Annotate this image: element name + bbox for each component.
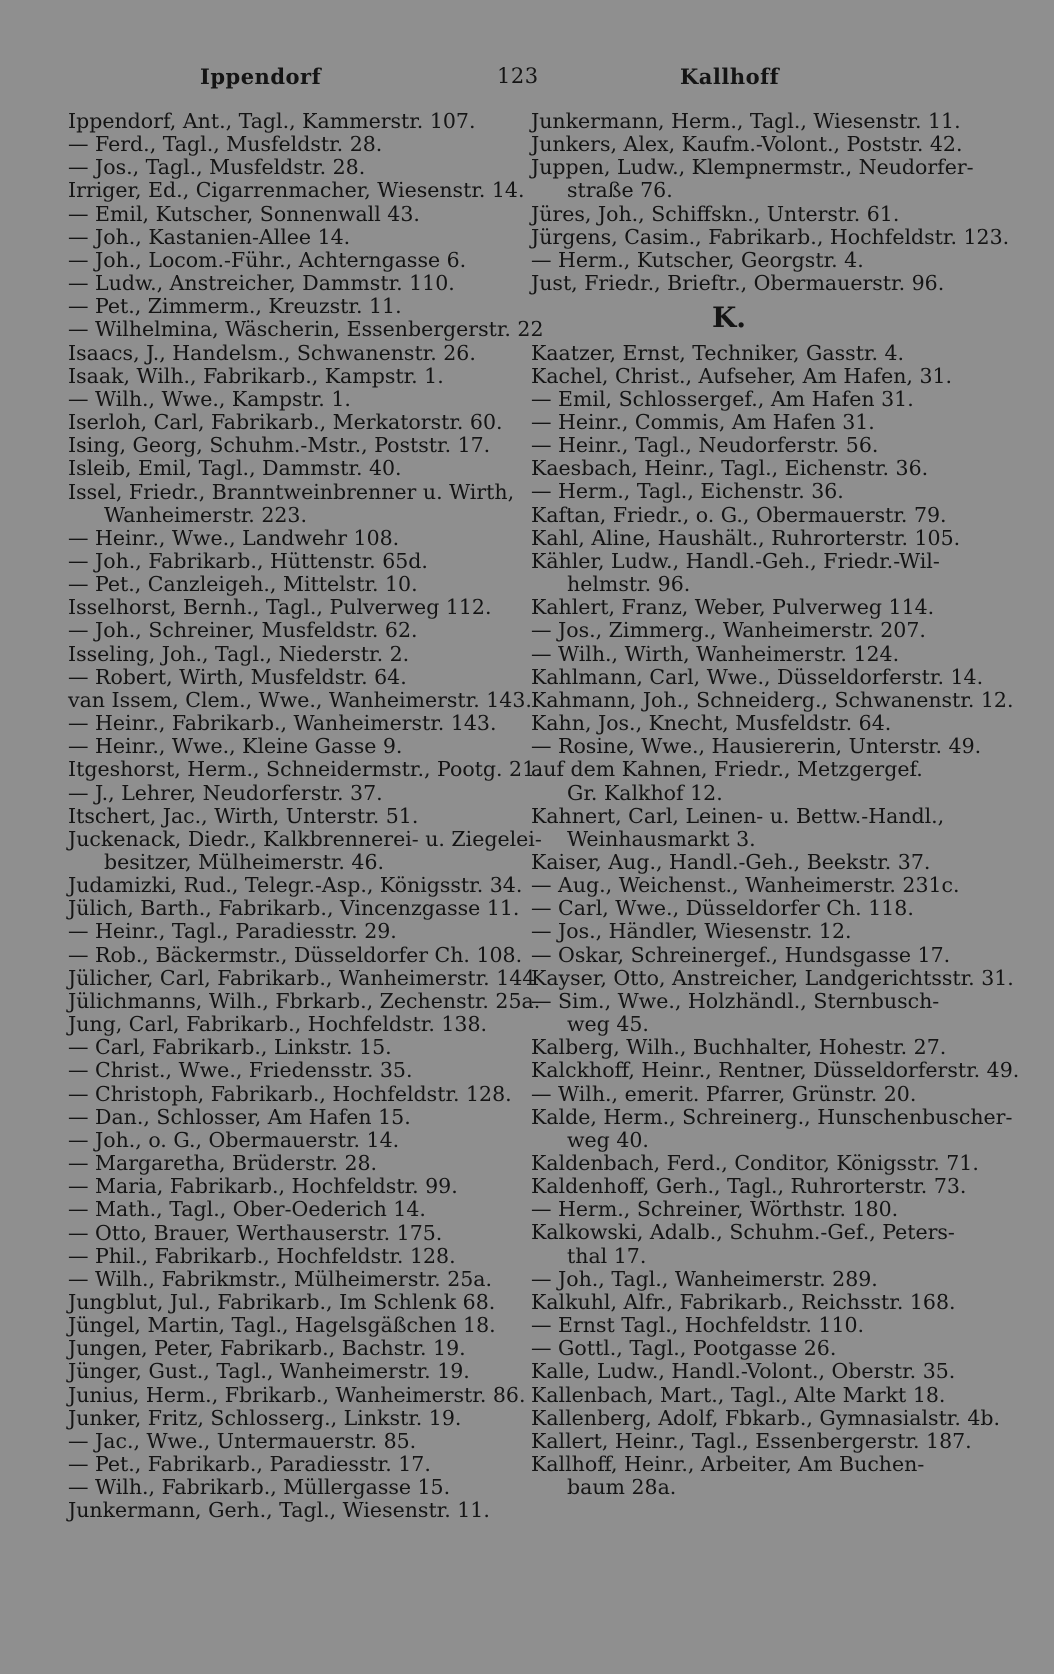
directory-entry: Kalberg, Wilh., Buchhalter, Hohestr. 27. (531, 1035, 947, 1060)
directory-entry: Kahl, Aline, Haushält., Ruhrorterstr. 105. (531, 525, 961, 550)
right-column (531, 109, 1020, 1500)
directory-entry: Kallenberg, Adolf, Fbkarb., Gymnasialstr. 4b. (531, 1405, 1001, 1430)
directory-entry: — Carl, Wwe., Düsseldorfer Ch. 118. (531, 896, 914, 921)
directory-entry: Juppen, Ludw., Klempnermstr., Neudorfer- (531, 155, 974, 180)
directory-entry: Jungen, Peter, Fabrikarb., Bachstr. 19. (68, 1336, 466, 1361)
directory-entry: Kalle, Ludw., Handl.-Volont., Oberstr. 35. (531, 1359, 956, 1384)
directory-entry: — Joh., Tagl., Wanheimerstr. 289. (531, 1266, 878, 1291)
directory-entry: Isseling, Joh., Tagl., Niederstr. 2. (68, 641, 410, 666)
directory-entry: Ippendorf, Ant., Tagl., Kammerstr. 107. (68, 109, 476, 133)
directory-entry: Junkermann, Gerh., Tagl., Wiesenstr. 11. (68, 1498, 490, 1523)
directory-entry: Kaiser, Aug., Handl.-Geh., Beekstr. 37. (531, 849, 931, 874)
directory-entry: Kalde, Herm., Schreinerg., Hunschenbuscher- (531, 1104, 1013, 1129)
directory-entry: Irriger, Ed., Cigarrenmacher, Wiesenstr. 14. (68, 178, 525, 203)
directory-entry: Jülicher, Carl, Fabrikarb., Wanheimerstr. 144 (68, 965, 536, 990)
directory-entry: — Math., Tagl., Ober-Oederich 14. (68, 1197, 426, 1222)
directory-entry: — Jos., Händler, Wiesenstr. 12. (531, 919, 852, 944)
directory-entry: baum 28a. (567, 1475, 677, 1500)
directory-entry: — Jos., Tagl., Musfeldstr. 28. (68, 155, 366, 180)
directory-entry: — Heinr., Wwe., Landwehr 108. (68, 525, 400, 550)
directory-entry: — Carl, Fabrikarb., Linkstr. 15. (68, 1035, 392, 1060)
left-column (68, 109, 544, 1523)
directory-entry: Itgeshorst, Herm., Schneidermstr., Pootg. 21. (68, 757, 542, 782)
directory-entry: — Emil, Schlossergef., Am Hafen 31. (531, 386, 914, 411)
directory-entry: Kahnert, Carl, Leinen- u. Bettw.-Handl., (531, 803, 945, 828)
directory-entry: — Joh., Schreiner, Musfeldstr. 62. (68, 618, 418, 643)
directory-entry: — Wilhelmina, Wäscherin, Essenbergerstr. 22 (68, 317, 544, 342)
directory-entry: — Phil., Fabrikarb., Hochfeldstr. 128. (68, 1243, 456, 1268)
directory-entry: Kaesbach, Heinr., Tagl., Eichenstr. 36. (531, 456, 929, 481)
directory-entry: auf dem Kahnen, Friedr., Metzgergef. (531, 757, 923, 782)
directory-entry: Kalkuhl, Alfr., Fabrikarb., Reichsstr. 168. (531, 1289, 956, 1314)
directory-entry: — Christ., Wwe., Friedensstr. 35. (68, 1058, 413, 1083)
directory-entry: — Joh., o. G., Obermauerstr. 14. (68, 1127, 400, 1152)
running-head-left: Ippendorf (200, 64, 322, 89)
directory-entry: — Rob., Bäckermstr., Düsseldorfer Ch. 108. (68, 942, 523, 967)
directory-entry: — Heinr., Wwe., Kleine Gasse 9. (68, 734, 403, 759)
directory-entry: — Wilh., Wirth, Wanheimerstr. 124. (531, 641, 900, 666)
directory-entry: Wanheimerstr. 223. (104, 502, 307, 527)
directory-entry: Ising, Georg, Schuhm.-Mstr., Poststr. 17. (68, 433, 491, 458)
page-number: 123 (497, 64, 539, 88)
directory-entry: Kaldenbach, Ferd., Conditor, Königsstr. 71. (531, 1151, 979, 1176)
directory-entry: — Heinr., Tagl., Neudorferstr. 56. (531, 433, 879, 458)
directory-entry: Kaatzer, Ernst, Techniker, Gasstr. 4. (531, 340, 905, 365)
directory-entry: Issel, Friedr., Branntweinbrenner u. Wirth, (68, 479, 515, 504)
directory-entry: Isaak, Wilh., Fabrikarb., Kampstr. 1. (68, 363, 444, 388)
directory-entry: weg 40. (567, 1127, 649, 1152)
directory-entry: Kallenbach, Mart., Tagl., Alte Markt 18. (531, 1382, 946, 1407)
directory-entry: — Wilh., emerit. Pfarrer, Grünstr. 20. (531, 1081, 917, 1106)
directory-entry: — Pet., Zimmerm., Kreuzstr. 11. (68, 294, 402, 319)
directory-entry: — Heinr., Fabrikarb., Wanheimerstr. 143. (68, 711, 497, 736)
section-heading-k: K. (711, 301, 747, 335)
directory-entry: Weinhausmarkt 3. (567, 826, 756, 851)
directory-entry: — Wilh., Wwe., Kampstr. 1. (68, 386, 351, 411)
directory-entry: Kalkowski, Adalb., Schuhm.-Gef., Peters- (531, 1220, 955, 1245)
directory-entry: Gr. Kalkhof 12. (567, 780, 723, 805)
directory-entry: Kalckhoff, Heinr., Rentner, Düsseldorferstr. 49. (531, 1058, 1020, 1083)
directory-entry: straße 76. (567, 178, 673, 203)
directory-entry: — J., Lehrer, Neudorferstr. 37. (68, 780, 383, 805)
directory-entry: — Emil, Kutscher, Sonnenwall 43. (68, 201, 420, 226)
directory-entry: Just, Friedr., Brieftr., Obermauerstr. 96. (531, 271, 945, 296)
directory-entry: — Oskar, Schreinergef., Hundsgasse 17. (531, 942, 951, 967)
directory-entry: Iserloh, Carl, Fabrikarb., Merkatorstr. 60. (68, 410, 503, 435)
directory-entry: Junker, Fritz, Schlosserg., Linkstr. 19. (68, 1405, 462, 1430)
directory-entry: Kahlert, Franz, Weber, Pulverweg 114. (531, 595, 935, 620)
directory-entry: Jülichmanns, Wilh., Fbrkarb., Zechenstr. 25a. (68, 988, 541, 1013)
directory-entry: — Herm., Schreiner, Wörthstr. 180. (531, 1197, 899, 1222)
directory-entry: Isselhorst, Bernh., Tagl., Pulverweg 112. (68, 595, 492, 620)
directory-entry: Jülich, Barth., Fabrikarb., Vincenzgasse 11. (68, 896, 520, 921)
directory-entry: Junkers, Alex, Kaufm.-Volont., Poststr. 42. (531, 132, 963, 157)
directory-entry: Junius, Herm., Fbrikarb., Wanheimerstr. 86. (68, 1382, 526, 1407)
directory-entry: — Pet., Fabrikarb., Paradiesstr. 17. (68, 1452, 431, 1477)
directory-entry: Jungblut, Jul., Fabrikarb., Im Schlenk 68. (68, 1289, 496, 1314)
directory-entry: Kähler, Ludw., Handl.-Geh., Friedr.-Wil- (531, 548, 940, 573)
directory-entry: — Jos., Zimmerg., Wanheimerstr. 207. (531, 618, 926, 643)
directory-entry: thal 17. (567, 1243, 647, 1268)
directory-entry: Jüres, Joh., Schiffskn., Unterstr. 61. (531, 201, 900, 226)
directory-entry: Jüngel, Martin, Tagl., Hagelsgäßchen 18. (68, 1313, 496, 1338)
directory-entry: — Maria, Fabrikarb., Hochfeldstr. 99. (68, 1174, 458, 1199)
directory-entry: — Heinr., Commis, Am Hafen 31. (531, 410, 875, 435)
directory-entry: — Christoph, Fabrikarb., Hochfeldstr. 128. (68, 1081, 512, 1106)
directory-entry: — Ferd., Tagl., Musfeldstr. 28. (68, 132, 383, 157)
directory-entry: Kaldenhoff, Gerh., Tagl., Ruhrorterstr. 73. (531, 1174, 967, 1199)
directory-entry: — Jac., Wwe., Untermauerstr. 85. (68, 1428, 417, 1453)
directory-entry: Jürgens, Casim., Fabrikarb., Hochfeldstr. 123. (531, 224, 1010, 249)
directory-entry: — Aug., Weichenst., Wanheimerstr. 231c. (531, 873, 960, 898)
directory-entry: van Issem, Clem., Wwe., Wanheimerstr. 143. (68, 687, 532, 712)
directory-entry: — Rosine, Wwe., Hausiererin, Unterstr. 49. (531, 734, 982, 759)
directory-entry: Judamizki, Rud., Telegr.-Asp., Königsstr. 34. (68, 873, 523, 898)
right-column-top (531, 109, 1010, 296)
directory-entry: Junkermann, Herm., Tagl., Wiesenstr. 11. (531, 109, 961, 133)
directory-entry: — Pet., Canzleigeh., Mittelstr. 10. (68, 572, 418, 597)
directory-entry: — Otto, Brauer, Werthauserstr. 175. (68, 1220, 443, 1245)
directory-entry: Isaacs, J., Handelsm., Schwanenstr. 26. (68, 340, 476, 365)
right-column-bottom (531, 340, 1020, 1500)
directory-entry: — Gottl., Tagl., Pootgasse 26. (531, 1336, 837, 1361)
directory-entry: — Dan., Schlosser, Am Hafen 15. (68, 1104, 411, 1129)
directory-entry: — Herm., Tagl., Eichenstr. 36. (531, 479, 844, 504)
directory-entry: — Herm., Kutscher, Georgstr. 4. (531, 247, 864, 272)
directory-entry: Kallert, Heinr., Tagl., Essenbergerstr. 187. (531, 1428, 972, 1453)
directory-entry: — Ernst Tagl., Hochfeldstr. 110. (531, 1313, 865, 1338)
directory-entry: helmstr. 96. (567, 572, 691, 597)
directory-entry: besitzer, Mülheimerstr. 46. (104, 850, 385, 874)
directory-entry: — Joh., Kastanien-Allee 14. (68, 224, 351, 249)
directory-entry: Kaftan, Friedr., o. G., Obermauerstr. 79. (531, 502, 947, 527)
directory-entry: Jung, Carl, Fabrikarb., Hochfeldstr. 138. (68, 1012, 488, 1037)
directory-entry: Kahmann, Joh., Schneiderg., Schwanenstr. 12. (531, 687, 1014, 712)
directory-entry: Itschert, Jac., Wirth, Unterstr. 51. (68, 803, 419, 828)
directory-entry: — Wilh., Fabrikmstr., Mülheimerstr. 25a. (68, 1266, 493, 1291)
directory-entry: Jünger, Gust., Tagl., Wanheimerstr. 19. (68, 1359, 470, 1384)
directory-entry: Kayser, Otto, Anstreicher, Landgerichtsstr. 31. (531, 965, 1014, 990)
directory-entry: — Wilh., Fabrikarb., Müllergasse 15. (68, 1475, 451, 1500)
directory-entry: Kachel, Christ., Aufseher, Am Hafen, 31. (531, 363, 953, 388)
directory-entry: — Margaretha, Brüderstr. 28. (68, 1151, 378, 1176)
directory-entry: — Joh., Locom.-Führ., Achterngasse 6. (68, 247, 467, 272)
running-head-right: Kallhoff (680, 64, 780, 89)
directory-entry: weg 45. (567, 1012, 649, 1037)
directory-entry: — Sim., Wwe., Holzhändl., Sternbusch- (531, 988, 940, 1013)
directory-entry: — Heinr., Tagl., Paradiesstr. 29. (68, 919, 397, 944)
directory-entry: Kallhoff, Heinr., Arbeiter, Am Buchen- (531, 1452, 925, 1477)
directory-entry: — Ludw., Anstreicher, Dammstr. 110. (68, 271, 455, 296)
directory-entry: Isleib, Emil, Tagl., Dammstr. 40. (68, 456, 402, 481)
directory-entry: Kahn, Jos., Knecht, Musfeldstr. 64. (531, 711, 892, 736)
directory-entry: — Robert, Wirth, Musfeldstr. 64. (68, 664, 407, 689)
directory-entry: Juckenack, Diedr., Kalkbrennerei- u. Ziegelei- (68, 826, 542, 851)
directory-entry: — Joh., Fabrikarb., Hüttenstr. 65d. (68, 548, 428, 573)
directory-entry: Kahlmann, Carl, Wwe., Düsseldorferstr. 14. (531, 664, 984, 689)
